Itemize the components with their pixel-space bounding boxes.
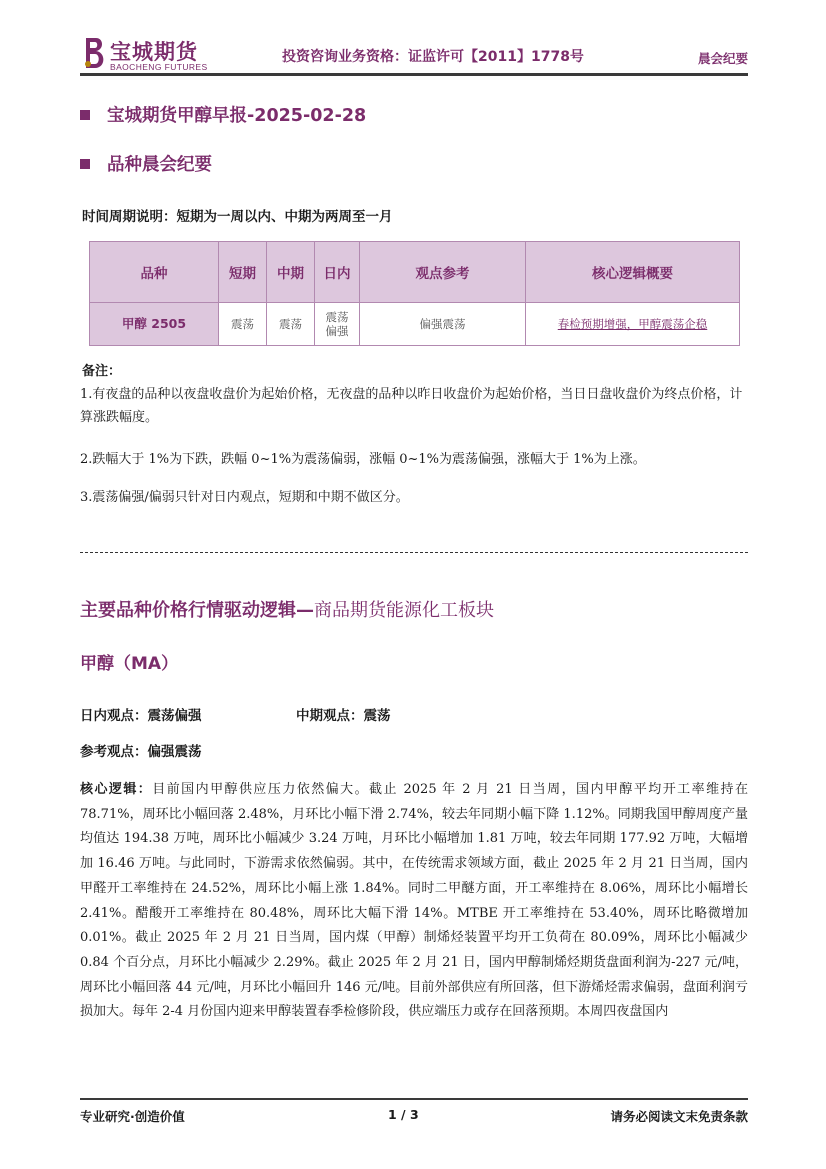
col-header-short: 短期 (219, 242, 267, 303)
col-header-variety: 品种 (90, 242, 219, 303)
company-logo (82, 36, 212, 72)
section-title (80, 151, 212, 176)
header-divider (80, 73, 748, 76)
col-header-view: 观点参考 (360, 242, 526, 303)
commodity-heading: 甲醇（MA） (80, 654, 179, 674)
drive-title: 主要品种价格行情驱动逻辑— (80, 600, 314, 621)
period-note: 时间周期说明：短期为一周以内、中期为两周至一月 (82, 209, 393, 225)
cell-variety: 甲醇 2505 (90, 303, 219, 346)
note-item: 2.跌幅大于 1%为下跌，跌幅 0~1%为震荡偏弱，涨幅 0~1%为震荡偏强，涨幅大于 1%为上涨。 (80, 452, 646, 467)
col-header-mid: 中期 (267, 242, 315, 303)
core-logic (80, 778, 748, 1025)
cell-logic (526, 303, 740, 346)
reference-view: 参考观点：偏强震荡 (80, 744, 202, 760)
core-logic-text: 目前国内甲醇供应压力依然偏大。截止 2025 年 2 月 21 日当周，国内甲醇平均开工率维持在 78.71%，周环比小幅回落 2.48%，月环比小幅下滑 2.74%，较去年同期小幅下降 1.12%。同期我国甲醇周度产量均值达 194.38 万吨，周环比小幅减少 3.24 万吨，月环比小幅增加 1.81 万吨，较去年同期 177.92 万吨，大幅增加 16.46 万吨。与此同时，下游需求依然偏弱。其中，在传统需求领域方面，截止 2025 年 2 月 21 日当周，国内甲醛开工率维持在 24.52%，周环比小幅上涨 1.84%。同时二甲醚方面，开工率维持在 8.06%，周环比小幅增长 2.41%。醋酸开工率维持在 80.48%，周环比大幅下滑 14%。MTBE 开工率维持在 53.40%，周环比略微增加 0.01%。截止 2025 年 2 月 21 日当周，国内煤（甲醇）制烯烃装置平均开工负荷在 80.09%，周环比小幅减少 0.84 个百分点，月环比小幅减少 2.29%。截止 2025 年 2 月 21 日，国内甲醇制烯烃期货盘面利润为-227 元/吨，周环比小幅回落 44 元/吨，月环比小幅回升 146 元/吨。目前外部供应有所回落，但下游烯烃需求偏弱，盘面利润亏损加大。每年 2-4 月份国内迎来甲醇装置春季检修阶段，供应端压力或存在回落预期。本周四夜盘国内 (80, 782, 748, 1020)
cell-view: 偏强震荡 (360, 303, 526, 346)
bullet-square-icon (80, 110, 90, 120)
page-number: 1 / 3 (388, 1107, 419, 1122)
header-category: 晨会纪要 (697, 51, 748, 66)
cell-intraday (315, 303, 360, 346)
report-title (80, 102, 366, 127)
report-title-text: 宝城期货甲醇早报-2025-02-28 (107, 106, 367, 126)
logic-link[interactable]: 春检预期增强，甲醇震荡企稳 (557, 317, 708, 331)
logo-text-en: BAOCHENG FUTURES (110, 62, 208, 72)
license-text: 投资咨询业务资格：证监许可【2011】1778号 (282, 49, 584, 65)
intraday-view: 日内观点：震荡偏强 (80, 708, 202, 724)
core-logic-label: 核心逻辑： (80, 782, 153, 797)
table-row (90, 303, 740, 346)
dashed-divider (80, 552, 748, 553)
drive-subtitle: 商品期货能源化工板块 (314, 600, 494, 621)
table-header-row (90, 242, 740, 303)
footer-divider (80, 1098, 748, 1100)
bullet-square-icon (80, 159, 90, 169)
cell-mid: 震荡 (267, 303, 315, 346)
col-header-logic: 核心逻辑概要 (526, 242, 740, 303)
notes-title: 备注： (82, 364, 122, 379)
footer-slogan: 专业研究·创造价值 (80, 1109, 185, 1124)
drive-heading (80, 596, 494, 622)
col-header-intraday: 日内 (315, 242, 360, 303)
mid-view: 中期观点：震荡 (296, 708, 391, 724)
note-item: 3.震荡偏强/偏弱只针对日内观点，短期和中期不做区分。 (80, 490, 409, 505)
logo-mark-icon (82, 36, 108, 70)
logo-text-cn: 宝城期货 (110, 40, 198, 64)
section-title-text: 品种晨会纪要 (107, 155, 212, 175)
footer-disclaimer: 请务必阅读文末免责条款 (610, 1109, 748, 1124)
cell-short: 震荡 (219, 303, 267, 346)
cell-intraday-text: 震荡偏强 (325, 310, 349, 338)
note-item: 1.有夜盘的品种以夜盘收盘价为起始价格，无夜盘的品种以昨日收盘价为起始价格，当日日盘收盘价为终点价格，计算涨跌幅度。 (80, 387, 743, 425)
summary-table (89, 241, 740, 346)
